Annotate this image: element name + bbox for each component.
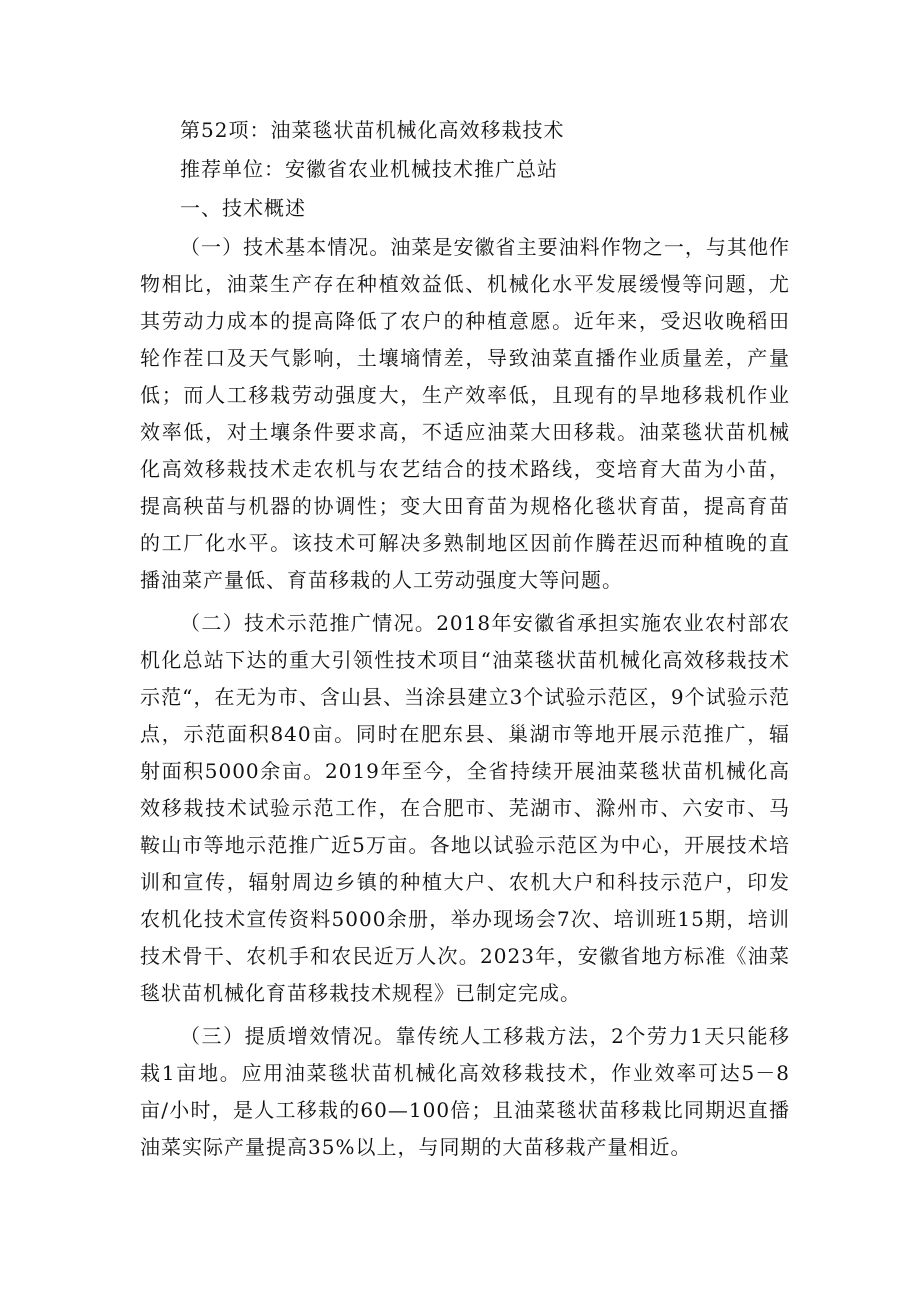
paragraph-demonstration: （二）技术示范推广情况。2018年安徽省承担实施农业农村部农机化总站下达的重大引领性技术项目“油菜毯状苗机械化高效移栽技术示范“，在无为市、含山县、当涂县建立3个试验示范区，9个试验示范点，示范面积840亩。同时在肥东县、巢湖市等地开展示范推广，辐射面积5000余亩。2019年至今，全省持续开展油菜毯状苗机械化高效移栽技术试验示范工作，在合肥市、芜湖市、滁州市、六安市、马鞍山市等地示范推广近5万亩。各地以试验示范区为中心，开展技术培训和宣传，辐射周边乡镇的种植大户、农机大户和科技示范户，印发农机化技术宣传资料5000余册，举办现场会7次、培训班15期，培训技术骨干、农机手和农民近万人次。2023年，安徽省地方标准《油菜毯状苗机械化育苗移栽技术规程》已制定完成。 bbox=[140, 611, 790, 1005]
document-body bbox=[140, 112, 790, 1166]
section-heading: 一、技术概述 bbox=[180, 196, 306, 220]
recommender-line: 推荐单位：安徽省农业机械技术推广总站 bbox=[180, 157, 558, 181]
paragraph-efficiency: （三）提质增效情况。靠传统人工移栽方法，2个劳力1天只能移栽1亩地。应用油菜毯状苗机械化高效移栽技术，作业效率可达5－8亩/小时，是人工移栽的60—100倍；且油菜毯状苗移栽比同期迟直播油菜实际产量提高35%以上，与同期的大苗移栽产量相近。 bbox=[140, 1024, 790, 1159]
paragraph-basic-situation: （一）技术基本情况。油菜是安徽省主要油料作物之一，与其他作物相比，油菜生产存在种植效益低、机械化水平发展缓慢等问题，尤其劳动力成本的提高降低了农户的种植意愿。近年来，受迟收晚稻田轮作茬口及天气影响，土壤墒情差，导致油菜直播作业质量差，产量低；而人工移栽劳动强度大，生产效率低，且现有的旱地移栽机作业效率低，对土壤条件要求高，不适应油菜大田移栽。油菜毯状苗机械化高效移栽技术走农机与农艺结合的技术路线，变培育大苗为小苗，提高秧苗与机器的协调性；变大田育苗为规格化毯状育苗，提高育苗的工厂化水平。该技术可解决多熟制地区因前作腾茬迟而种植晚的直播油菜产量低、育苗移栽的人工劳动强度大等问题。 bbox=[140, 235, 790, 592]
document-title: 第52项：油菜毯状苗机械化高效移栽技术 bbox=[180, 118, 565, 142]
